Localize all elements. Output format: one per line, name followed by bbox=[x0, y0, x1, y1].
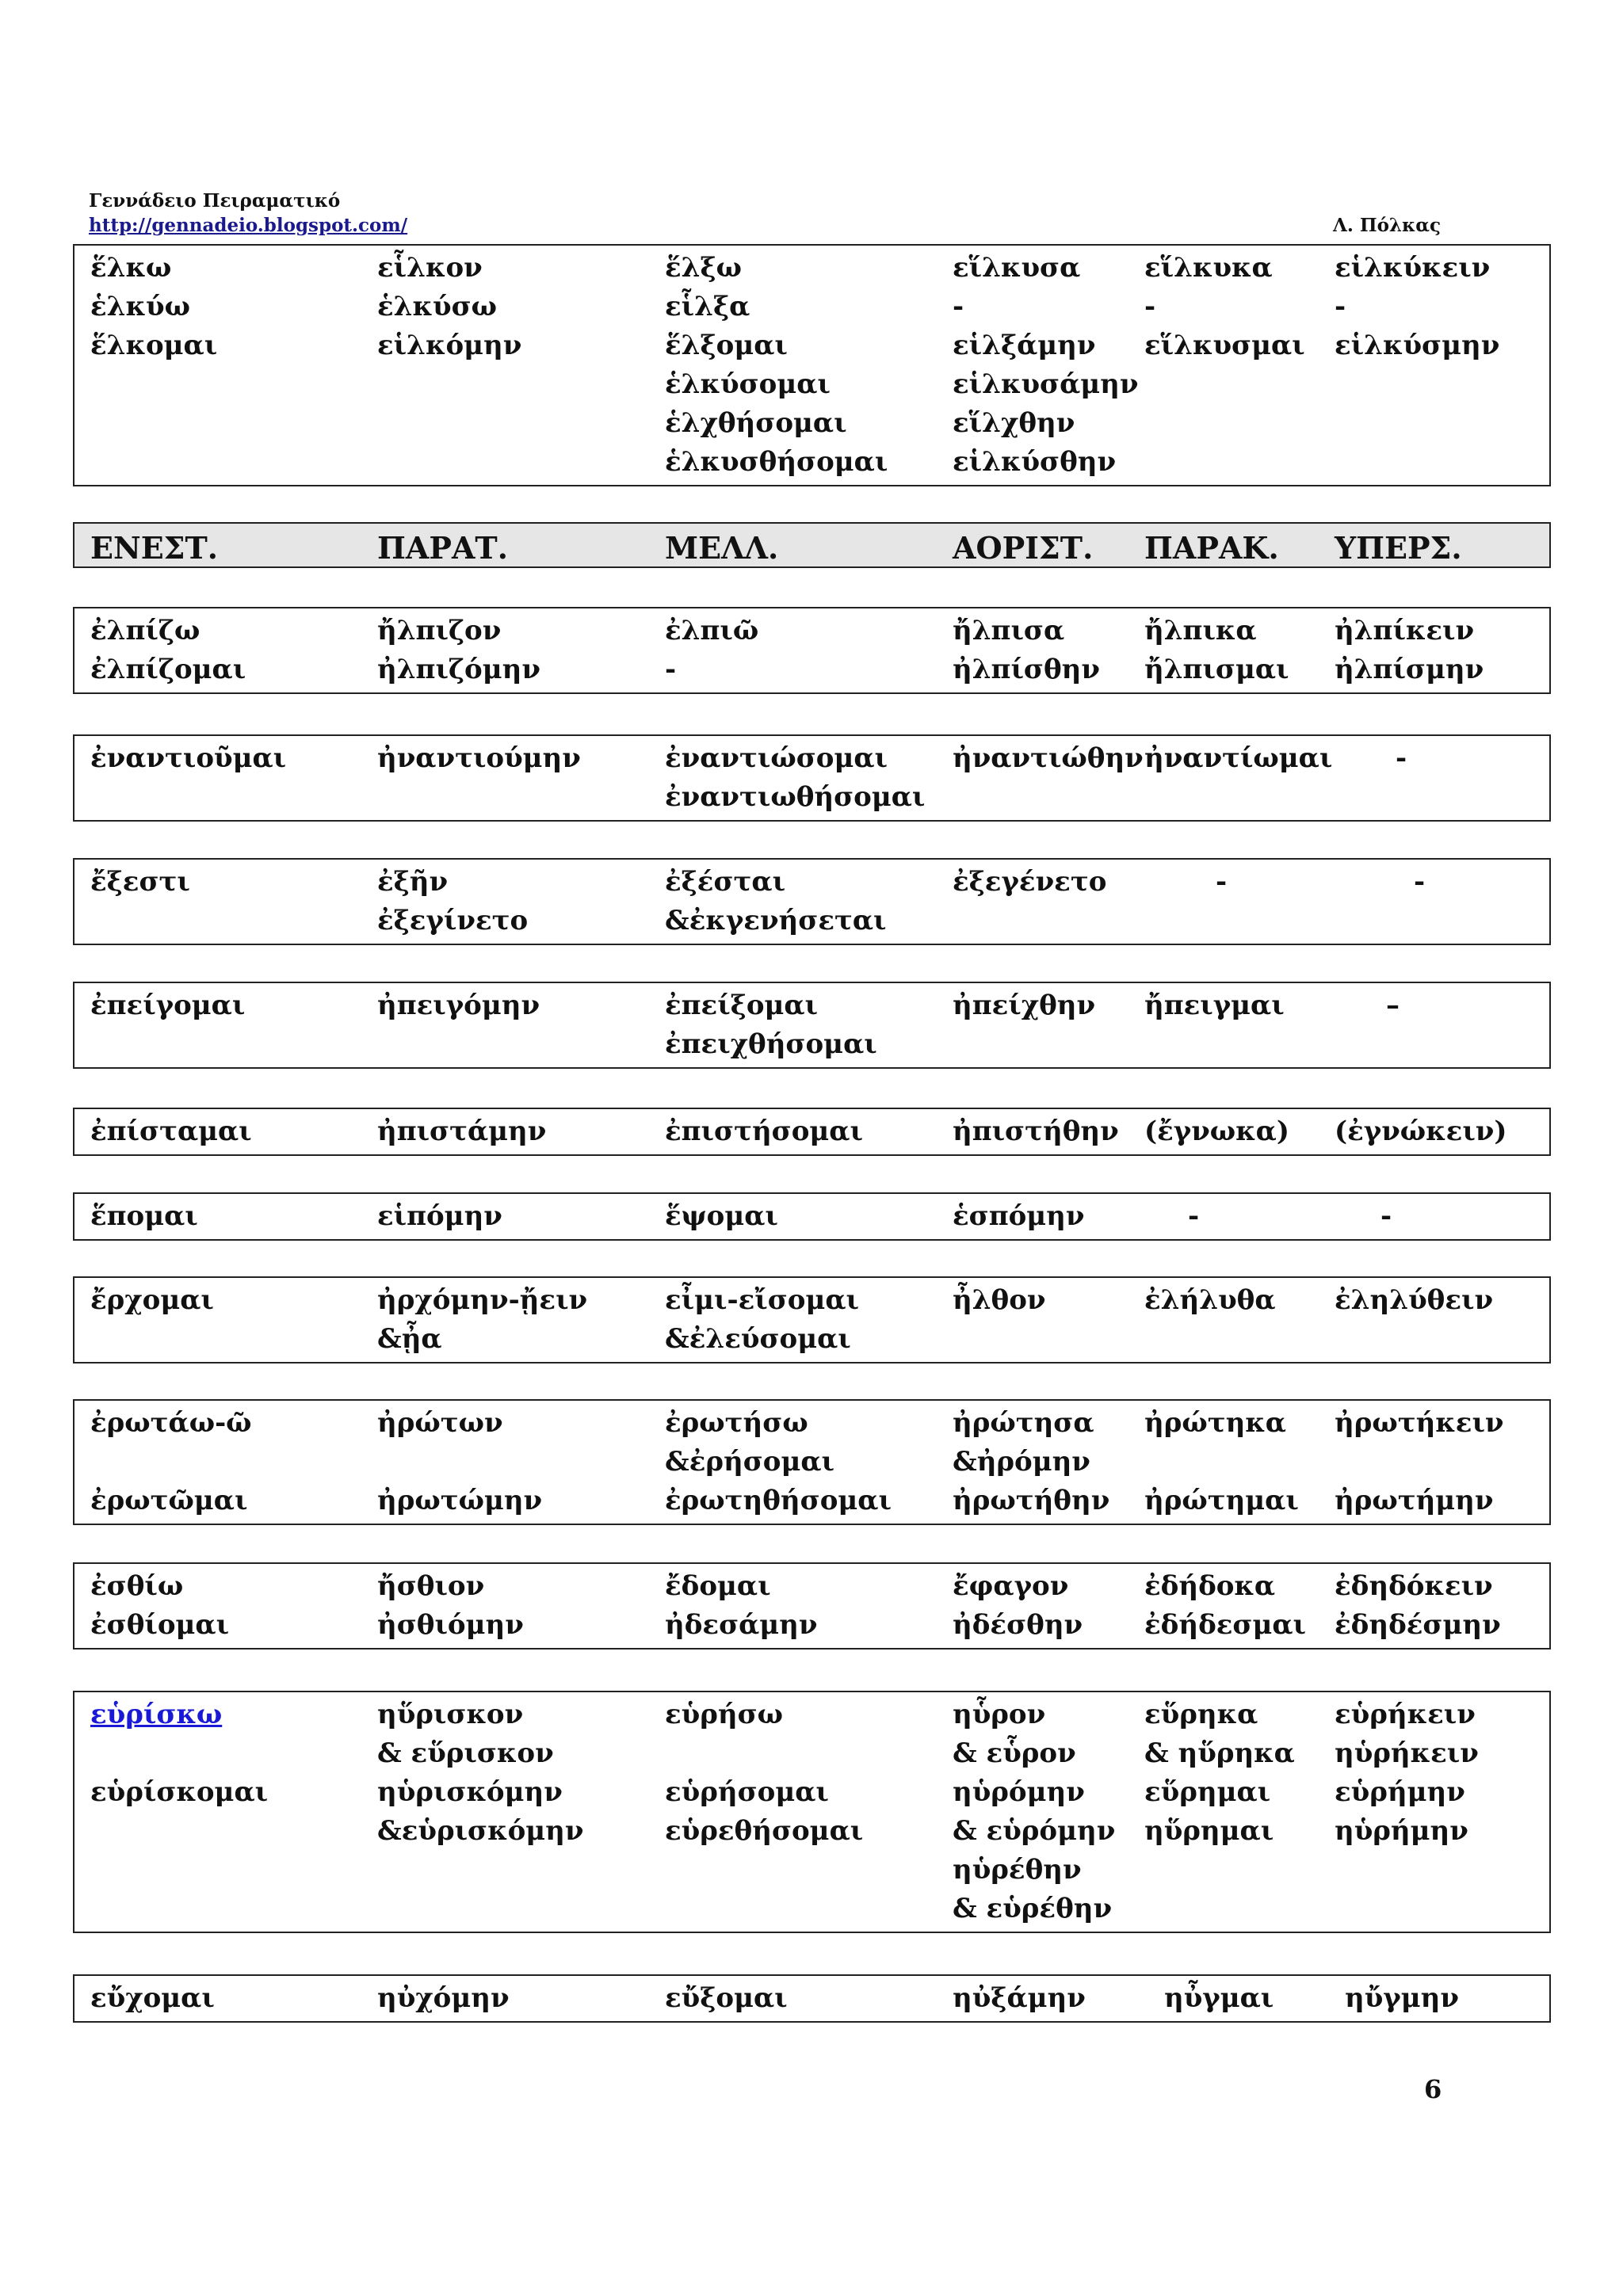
verb-form: ἤλπισμαι bbox=[1144, 654, 1289, 685]
verb-form: ηὑρισκόμην bbox=[377, 1776, 563, 1808]
verb-form: ἠρωτήμην bbox=[1335, 1485, 1494, 1516]
verb-form: ἕλξομαι bbox=[665, 330, 788, 361]
verb-form: ἠδεσάμην bbox=[665, 1609, 818, 1641]
verb-form: &εὑρισκόμην bbox=[377, 1815, 584, 1847]
school-name: Γεννάδειο Πειραματικό bbox=[89, 190, 341, 212]
verb-form: ἠρωτήθην bbox=[953, 1485, 1110, 1516]
verb-form: εὕρημαι bbox=[1144, 1776, 1271, 1808]
verb-form: εὑρήκειν bbox=[1335, 1699, 1476, 1730]
verb-form: ἐξέσται bbox=[665, 866, 786, 898]
verb-form: ἠρώτηκα bbox=[1144, 1407, 1286, 1439]
verb-form: εἱλκυσάμην bbox=[953, 368, 1139, 400]
verb-form: εὕρηκα bbox=[1144, 1699, 1258, 1730]
tense-header-row bbox=[73, 522, 1551, 568]
verb-form: ηὗρον bbox=[953, 1699, 1046, 1730]
verb-form: ἕψομαι bbox=[665, 1200, 778, 1232]
verb-form: ἑλκύσω bbox=[377, 291, 498, 322]
verb-form: ἐξῆν bbox=[377, 866, 449, 898]
verb-form: ἔδομαι bbox=[665, 1570, 771, 1602]
verb-form: ἐπειχθήσομαι bbox=[665, 1028, 877, 1060]
verb-form: εὑρήσομαι bbox=[665, 1776, 829, 1808]
verb-form: εἵλκυσα bbox=[953, 252, 1081, 284]
verb-table-enantioumai bbox=[73, 734, 1551, 822]
verb-form: ἐξεγένετο bbox=[953, 866, 1107, 898]
verb-form: ἐπιστήσομαι bbox=[665, 1116, 863, 1147]
tense-header-cell: ΜΕΛΛ. bbox=[665, 530, 779, 566]
verb-form: ἑλκυσθήσομαι bbox=[665, 446, 888, 478]
verb-form: εὑρήμην bbox=[1335, 1776, 1465, 1808]
verb-table-epeigomai bbox=[73, 982, 1551, 1069]
verb-table-elko bbox=[73, 244, 1551, 486]
verb-form: ἠλπιζόμην bbox=[377, 654, 540, 685]
verb-form: ἠρωτήκειν bbox=[1335, 1407, 1504, 1439]
verb-form: ἐλπιῶ bbox=[665, 615, 759, 646]
verb-form: ἐσθίομαι bbox=[90, 1609, 230, 1641]
verb-form: ηὐξάμην bbox=[953, 1982, 1086, 2014]
verb-form: ἐναντιώσομαι bbox=[665, 742, 888, 774]
verb-table-epistamai bbox=[73, 1108, 1551, 1156]
verb-table-exesti bbox=[73, 858, 1551, 945]
verb-form: &ἠρόμην bbox=[953, 1446, 1090, 1478]
verb-form: ἐδήδοκα bbox=[1144, 1570, 1276, 1602]
verb-form: ἠπείχθην bbox=[953, 990, 1096, 1021]
verb-form: ἠρώτησα bbox=[953, 1407, 1094, 1439]
verb-form: εἱλκύκειν bbox=[1335, 252, 1491, 284]
document-header bbox=[89, 189, 407, 238]
verb-form: - bbox=[1396, 742, 1407, 774]
tense-header-cell: ΑΟΡΙΣΤ. bbox=[953, 530, 1094, 566]
verb-form: ἤλπισα bbox=[953, 615, 1065, 646]
verb-form: - bbox=[1144, 291, 1156, 322]
verb-form: ἑλκύσομαι bbox=[665, 368, 831, 400]
verb-form: ἑλκύω bbox=[90, 291, 190, 322]
verb-form: &ἐλεύσομαι bbox=[665, 1323, 851, 1355]
verb-form: - bbox=[953, 291, 964, 322]
verb-form: - bbox=[1381, 1200, 1392, 1232]
verb-form: εἶμι-εἴσομαι bbox=[665, 1284, 859, 1316]
verb-table-euchomai bbox=[73, 1974, 1551, 2023]
verb-form: ἠπειγόμην bbox=[377, 990, 540, 1021]
tense-header-cell: ΥΠΕΡΣ. bbox=[1335, 530, 1462, 566]
tense-header-cell: ΕΝΕΣΤ. bbox=[90, 530, 219, 566]
verb-form: ἠλπίκειν bbox=[1335, 615, 1475, 646]
blog-link[interactable]: http://gennadeio.blogspot.com/ bbox=[89, 215, 408, 236]
verb-form: ἐληλύθειν bbox=[1335, 1284, 1494, 1316]
verb-link[interactable]: εὑρίσκω bbox=[90, 1699, 223, 1730]
verb-form: ηὑρόμην bbox=[953, 1776, 1085, 1808]
verb-form: ἐδήδεσμαι bbox=[1144, 1609, 1306, 1641]
verb-form: ἐλπίζω bbox=[90, 615, 200, 646]
verb-form: εὑρεθήσομαι bbox=[665, 1815, 864, 1847]
verb-form: ἐρωτηθήσομαι bbox=[665, 1485, 892, 1516]
verb-table-epomai bbox=[73, 1192, 1551, 1241]
tense-header-cell: ΠΑΡΑΤ. bbox=[377, 530, 508, 566]
verb-form: ἐναντιωθήσομαι bbox=[665, 781, 926, 813]
verb-form: ἕλκομαι bbox=[90, 330, 218, 361]
verb-form: &ᾖα bbox=[377, 1323, 442, 1355]
verb-table-esthio bbox=[73, 1562, 1551, 1650]
page-number: 6 bbox=[1424, 2074, 1442, 2104]
verb-form: εὑρήσω bbox=[665, 1699, 784, 1730]
verb-form: ἠσθιόμην bbox=[377, 1609, 524, 1641]
verb-form: ηὕρισκον bbox=[377, 1699, 524, 1730]
verb-form: εὑρίσκομαι bbox=[90, 1776, 269, 1808]
verb-form: ἤσθιον bbox=[377, 1570, 485, 1602]
verb-form: - bbox=[1188, 1200, 1200, 1232]
verb-form: ἐδηδόκειν bbox=[1335, 1570, 1493, 1602]
verb-form: - bbox=[1414, 866, 1426, 898]
verb-table-eurisko bbox=[73, 1691, 1551, 1933]
verb-form: ἔφαγον bbox=[953, 1570, 1069, 1602]
verb-form: ἐπίσταμαι bbox=[90, 1116, 252, 1147]
verb-form: ἐδηδέσμην bbox=[1335, 1609, 1501, 1641]
verb-table-erotao bbox=[73, 1399, 1551, 1525]
verb-form: εἵλκυκα bbox=[1144, 252, 1273, 284]
verb-form: ἠρχόμην-ᾔειν bbox=[377, 1284, 588, 1316]
verb-form: εἷλξα bbox=[665, 291, 750, 322]
verb-form: ἤλπιζον bbox=[377, 615, 502, 646]
verb-form: ἔξεστι bbox=[90, 866, 190, 898]
verb-form: εἱπόμην bbox=[377, 1200, 502, 1232]
verb-form: ἤπειγμαι bbox=[1144, 990, 1285, 1021]
verb-form: ηὔγμην bbox=[1345, 1982, 1459, 2014]
verb-form: ἐρωτήσω bbox=[665, 1407, 808, 1439]
verb-form: εὔχομαι bbox=[90, 1982, 215, 2014]
verb-form: & εὑρέθην bbox=[953, 1893, 1113, 1924]
verb-form: ἠρώτων bbox=[377, 1407, 503, 1439]
verb-form: ἐρωτάω-ῶ bbox=[90, 1407, 252, 1439]
verb-form: ηὑρέθην bbox=[953, 1854, 1082, 1886]
verb-form: ἐξεγίνετο bbox=[377, 905, 529, 936]
verb-form: ἑλχθήσομαι bbox=[665, 407, 847, 439]
verb-form: ηὑρήκειν bbox=[1335, 1737, 1479, 1769]
verb-form: & ηὕρηκα bbox=[1144, 1737, 1295, 1769]
author-name: Λ. Πόλκας bbox=[1333, 215, 1441, 236]
verb-form: (ἔγνωκα) bbox=[1144, 1116, 1289, 1147]
verb-form: - bbox=[665, 654, 677, 685]
verb-form: εἱλξάμην bbox=[953, 330, 1096, 361]
verb-form: ἠναντιώθην bbox=[953, 742, 1144, 774]
verb-form: (ἐγνώκειν) bbox=[1335, 1116, 1507, 1147]
verb-form: ἤλπικα bbox=[1144, 615, 1257, 646]
verb-form: ηὖγμαι bbox=[1164, 1982, 1274, 2014]
verb-form: ἠναντίωμαι bbox=[1144, 742, 1333, 774]
verb-form: - bbox=[1216, 866, 1228, 898]
verb-form: ἠπιστήθην bbox=[953, 1116, 1119, 1147]
verb-form: εἱλκύσθην bbox=[953, 446, 1117, 478]
verb-form: εὔξομαι bbox=[665, 1982, 788, 2014]
verb-form: ηὐχόμην bbox=[377, 1982, 510, 2014]
verb-form: εἵλχθην bbox=[953, 407, 1075, 439]
verb-form: ἐλπίζομαι bbox=[90, 654, 246, 685]
verb-form: ἠπιστάμην bbox=[377, 1116, 547, 1147]
verb-table-elpizo bbox=[73, 607, 1551, 694]
verb-form: ἠλπίσμην bbox=[1335, 654, 1484, 685]
verb-form: εἱλκύσμην bbox=[1335, 330, 1500, 361]
verb-form: ἕλκω bbox=[90, 252, 172, 284]
verb-form: ἠλπίσθην bbox=[953, 654, 1100, 685]
verb-form: – bbox=[1386, 990, 1400, 1021]
verb-form: ἠρώτημαι bbox=[1144, 1485, 1299, 1516]
verb-form: ἠναντιούμην bbox=[377, 742, 581, 774]
verb-form: - bbox=[1335, 291, 1346, 322]
verb-form: ηὕρημαι bbox=[1144, 1815, 1274, 1847]
verb-form: & εὕρισκον bbox=[377, 1737, 554, 1769]
verb-form: ἔρχομαι bbox=[90, 1284, 214, 1316]
verb-form: &ἐρήσομαι bbox=[665, 1446, 834, 1478]
verb-form: ἐλήλυθα bbox=[1144, 1284, 1276, 1316]
verb-form: εἵλκυσμαι bbox=[1144, 330, 1305, 361]
verb-form: ἕλξω bbox=[665, 252, 743, 284]
verb-form: ἠρωτώμην bbox=[377, 1485, 543, 1516]
verb-form: &ἐκγενήσεται bbox=[665, 905, 887, 936]
tense-header-cell: ΠΑΡΑΚ. bbox=[1144, 530, 1279, 566]
verb-form: ἐναντιοῦμαι bbox=[90, 742, 287, 774]
verb-form: εἱλκόμην bbox=[377, 330, 522, 361]
verb-form: ἕπομαι bbox=[90, 1200, 198, 1232]
verb-form: ἐπείγομαι bbox=[90, 990, 246, 1021]
verb-form: ἑσπόμην bbox=[953, 1200, 1085, 1232]
verb-form: ἦλθον bbox=[953, 1284, 1046, 1316]
verb-form: ἐρωτῶμαι bbox=[90, 1485, 248, 1516]
verb-form: ἠδέσθην bbox=[953, 1609, 1083, 1641]
verb-form: εἷλκον bbox=[377, 252, 483, 284]
verb-form: ἐπείξομαι bbox=[665, 990, 818, 1021]
verb-form: & εὑρόμην bbox=[953, 1815, 1116, 1847]
verb-form: & εὗρον bbox=[953, 1737, 1076, 1769]
verb-form: ἐσθίω bbox=[90, 1570, 184, 1602]
verb-form: ηὑρήμην bbox=[1335, 1815, 1468, 1847]
verb-table-erchomai bbox=[73, 1276, 1551, 1363]
